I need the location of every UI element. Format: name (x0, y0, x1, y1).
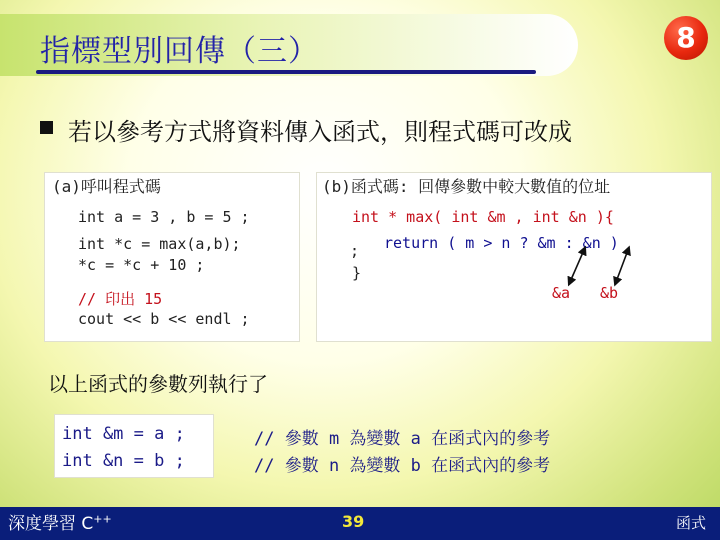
box-a-line-1: int a = 3 , b = 5 ; (78, 208, 250, 226)
box-b-close-brace: } (352, 264, 362, 282)
box-b-line-2: return ( m > n ? &m : &n ) (384, 234, 619, 252)
slide-title: 指標型別回傳（三） (40, 34, 319, 69)
footer-course (8, 509, 112, 534)
box-a-line-3: *c = *c + 10 ; (78, 256, 205, 274)
footer-course-text: 深度學習 C (8, 514, 94, 534)
box-b-semicolon: ; (350, 242, 360, 260)
arrow-n-to-b (616, 250, 628, 282)
square-bullet-icon (40, 121, 53, 134)
reference-arrows (540, 244, 650, 294)
box-a-label: (a)呼叫程式碼 (52, 177, 161, 196)
param-line-1: int &m = a ; (62, 424, 185, 444)
footer-course-sup: ++ (93, 512, 112, 526)
param-line-2: int &n = b ; (62, 451, 185, 471)
bullet-text: 若以參考方式將資料傳入函式，則程式碼可改成 (68, 118, 572, 146)
page-number: 39 (342, 512, 365, 531)
box-a-line-2: int *c = max(a,b); (78, 235, 241, 253)
arrow-m-to-a (570, 250, 584, 282)
comment-line-2: // 參數 n 為變數 b 在函式內的參考 (254, 456, 551, 476)
box-b-line-1: int * max( int &m , int &n ){ (352, 208, 614, 226)
box-b-label: (b)函式碼: 回傳參數中較大數值的位址 (322, 177, 611, 196)
footer-section: 函式 (676, 514, 707, 532)
slide-number-badge: 8 (664, 16, 708, 60)
code-box-b (316, 172, 712, 342)
title-underline (36, 70, 536, 74)
box-b-ref-b: &b (600, 284, 619, 302)
box-a-comment: // 印出 15 (78, 290, 163, 308)
comment-line-1: // 參數 m 為變數 a 在函式內的參考 (254, 429, 551, 449)
execution-intro: 以上函式的參數列執行了 (48, 372, 268, 396)
box-a-line-5: cout << b << endl ; (78, 310, 250, 328)
box-b-ref-a: &a (552, 284, 571, 302)
